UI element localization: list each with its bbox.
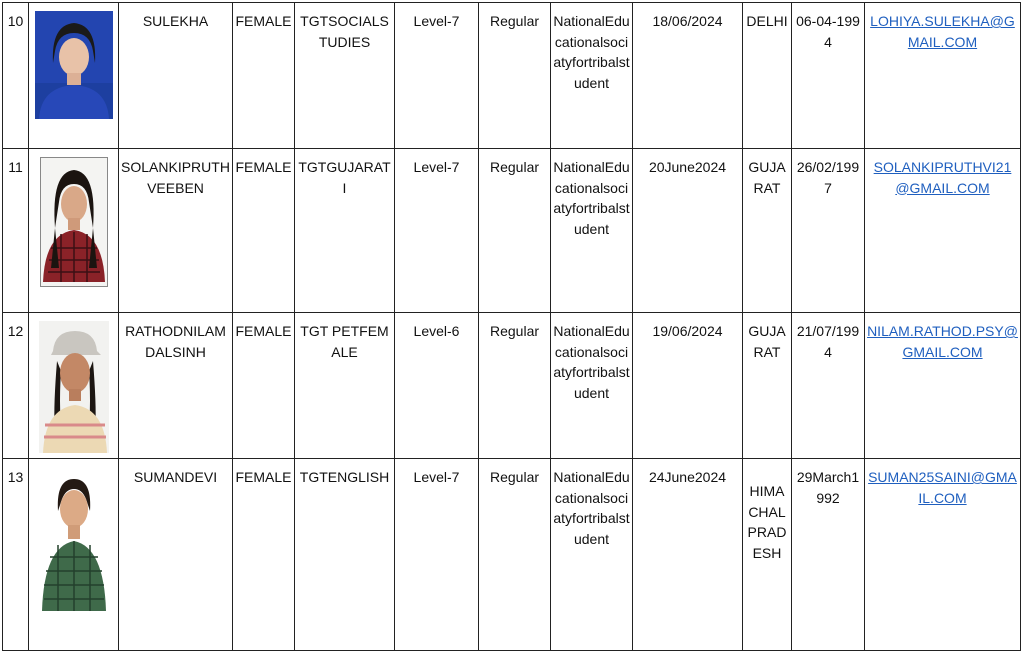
organization-cell: NationalEducationalsociatyfortribalstudent [551,459,633,651]
photo-cell [29,313,119,459]
photo-cell [29,149,119,313]
joining-date-cell: 20June2024 [633,149,743,313]
name-cell: SULEKHA [119,3,233,149]
email-cell [865,3,1021,149]
photo-cell [29,3,119,149]
email-link[interactable]: NILAM.RATHOD.PSY@GMAIL.COM [867,323,1018,360]
photo-sumandevi [40,471,108,611]
state-cell: HIMACHAL PRADESH [743,459,792,651]
gender-cell: FEMALE [233,313,295,459]
post-cell: TGTENGLISH [295,459,395,651]
post-cell: TGTSOCIALSTUDIES [295,3,395,149]
photo-cell [29,459,119,651]
type-cell: Regular [479,313,551,459]
joining-date-cell: 18/06/2024 [633,3,743,149]
post-cell: TGTGUJARATI [295,149,395,313]
email-cell [865,149,1021,313]
email-cell [865,313,1021,459]
photo-rathodnilamdalsinh [39,321,109,453]
state-cell: GUJARAT [743,149,792,313]
serial-number: 13 [3,459,29,651]
gender-cell: FEMALE [233,459,295,651]
table-row [3,3,1021,149]
level-cell: Level-6 [395,313,479,459]
name-cell: RATHODNILAMDALSINH [119,313,233,459]
table-row [3,149,1021,313]
gender-cell: FEMALE [233,149,295,313]
level-cell: Level-7 [395,3,479,149]
dob-cell: 29March1992 [792,459,865,651]
name-cell: SUMANDEVI [119,459,233,651]
photo-sulekha [35,11,113,119]
post-cell: TGT PETFEMALE [295,313,395,459]
email-link[interactable]: SUMAN25SAINI@GMAIL.COM [868,469,1017,506]
joining-date-cell: 24June2024 [633,459,743,651]
type-cell: Regular [479,459,551,651]
level-cell: Level-7 [395,459,479,651]
email-link[interactable]: LOHIYA.SULEKHA@GMAIL.COM [870,13,1015,50]
table-row [3,313,1021,459]
dob-cell: 26/02/1997 [792,149,865,313]
organization-cell: NationalEducationalsociatyfortribalstudent [551,3,633,149]
serial-number: 10 [3,3,29,149]
name-cell: SOLANKIPRUTHVEEBEN [119,149,233,313]
photo-solankipruthveeben [40,157,108,287]
joining-date-cell: 19/06/2024 [633,313,743,459]
staff-table [2,2,1021,651]
table-row [3,459,1021,651]
type-cell: Regular [479,149,551,313]
email-cell [865,459,1021,651]
type-cell: Regular [479,3,551,149]
level-cell: Level-7 [395,149,479,313]
serial-number: 12 [3,313,29,459]
email-link[interactable]: SOLANKIPRUTHVI21@GMAIL.COM [873,159,1012,196]
dob-cell: 06-04-1994 [792,3,865,149]
serial-number: 11 [3,149,29,313]
organization-cell: NationalEducationalsociatyfortribalstudent [551,313,633,459]
state-cell: GUJARAT [743,313,792,459]
organization-cell: NationalEducationalsociatyfortribalstudent [551,149,633,313]
state-cell: DELHI [743,3,792,149]
dob-cell: 21/07/1994 [792,313,865,459]
gender-cell: FEMALE [233,3,295,149]
